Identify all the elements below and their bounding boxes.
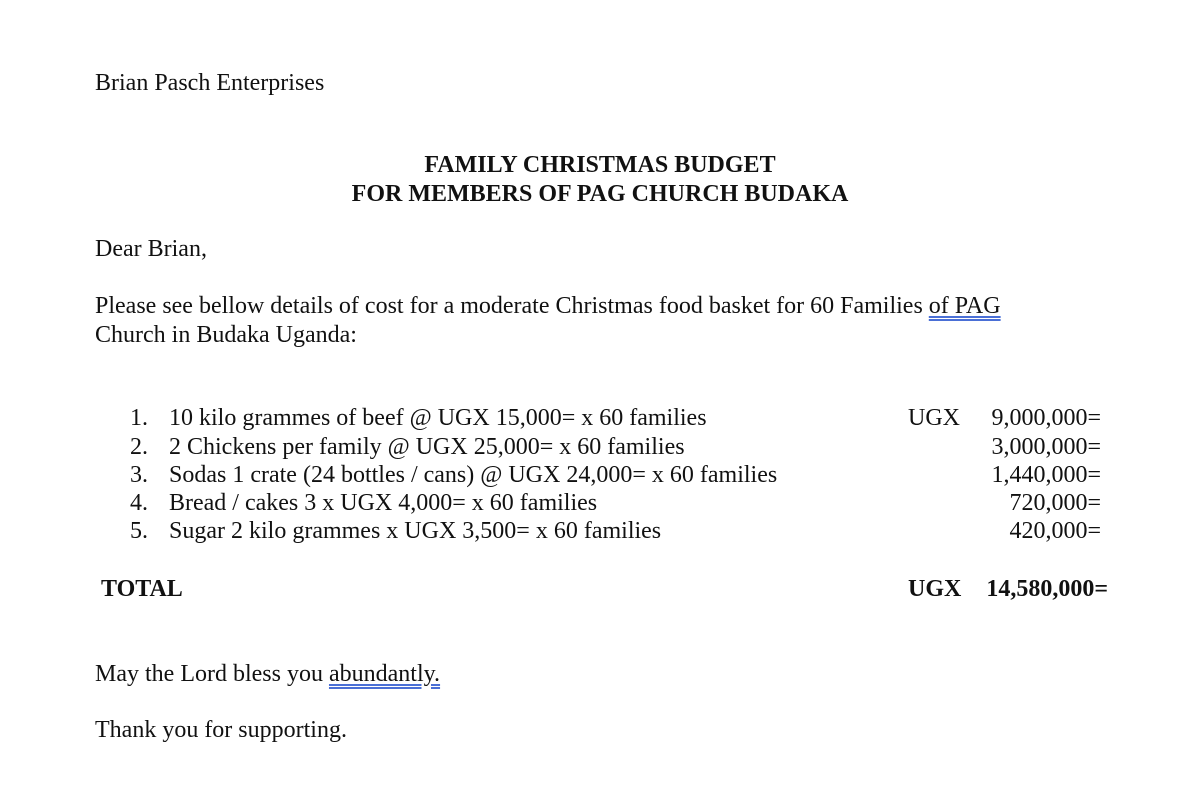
budget-subtitle: FOR MEMBERS OF PAG CHURCH BUDAKA [351,181,849,207]
blessing-text: May the Lord bless you [95,661,329,687]
closing-thanks: Thank you for supporting. [95,717,347,743]
company-name: Brian Pasch Enterprises [95,70,325,96]
intro-text-line2: Church in Budaka Uganda: [95,322,357,348]
item-description: 2 Chickens per family @ UGX 25,000= x 60 families [169,434,685,460]
item-amount: 9,000,000= [991,405,1101,431]
item-description: Bread / cakes 3 x UGX 4,000= x 60 families [169,490,598,516]
spellcheck-flagged-text[interactable]: abundantly. [328,661,441,687]
intro-paragraph [95,292,1001,350]
list-item [0,517,1200,546]
item-description: Sodas 1 crate (24 bottles / cans) @ UGX 24,000= x 60 families [169,462,778,488]
item-description: 10 kilo grammes of beef @ UGX 15,000= x 60 families [169,405,707,431]
intro-text: Please see bellow details of cost for a moderate Christmas food basket for 60 Families [95,293,929,319]
item-number: 4. [130,490,148,516]
item-number: 2. [130,434,148,460]
list-item [0,404,1200,433]
item-amount: 1,440,000= [991,462,1101,488]
greeting: Dear Brian, [95,236,207,262]
total-label: TOTAL [101,576,183,602]
list-item [0,433,1200,462]
item-number: 3. [130,462,148,488]
item-amount: 420,000= [1009,518,1101,544]
item-number: 5. [130,518,148,544]
item-amount: 3,000,000= [991,434,1101,460]
total-currency: UGX [908,576,962,602]
item-amount: 720,000= [1009,490,1101,516]
total-amount: 14,580,000= [986,576,1108,602]
item-number: 1. [130,405,148,431]
item-currency: UGX [908,405,960,431]
blessing-line [95,661,440,688]
spellcheck-flagged-text[interactable]: of PAG [928,293,1001,319]
budget-title: FAMILY CHRISTMAS BUDGET [424,152,776,178]
list-item [0,461,1200,490]
item-description: Sugar 2 kilo grammes x UGX 3,500= x 60 families [169,518,662,544]
list-item [0,489,1200,518]
